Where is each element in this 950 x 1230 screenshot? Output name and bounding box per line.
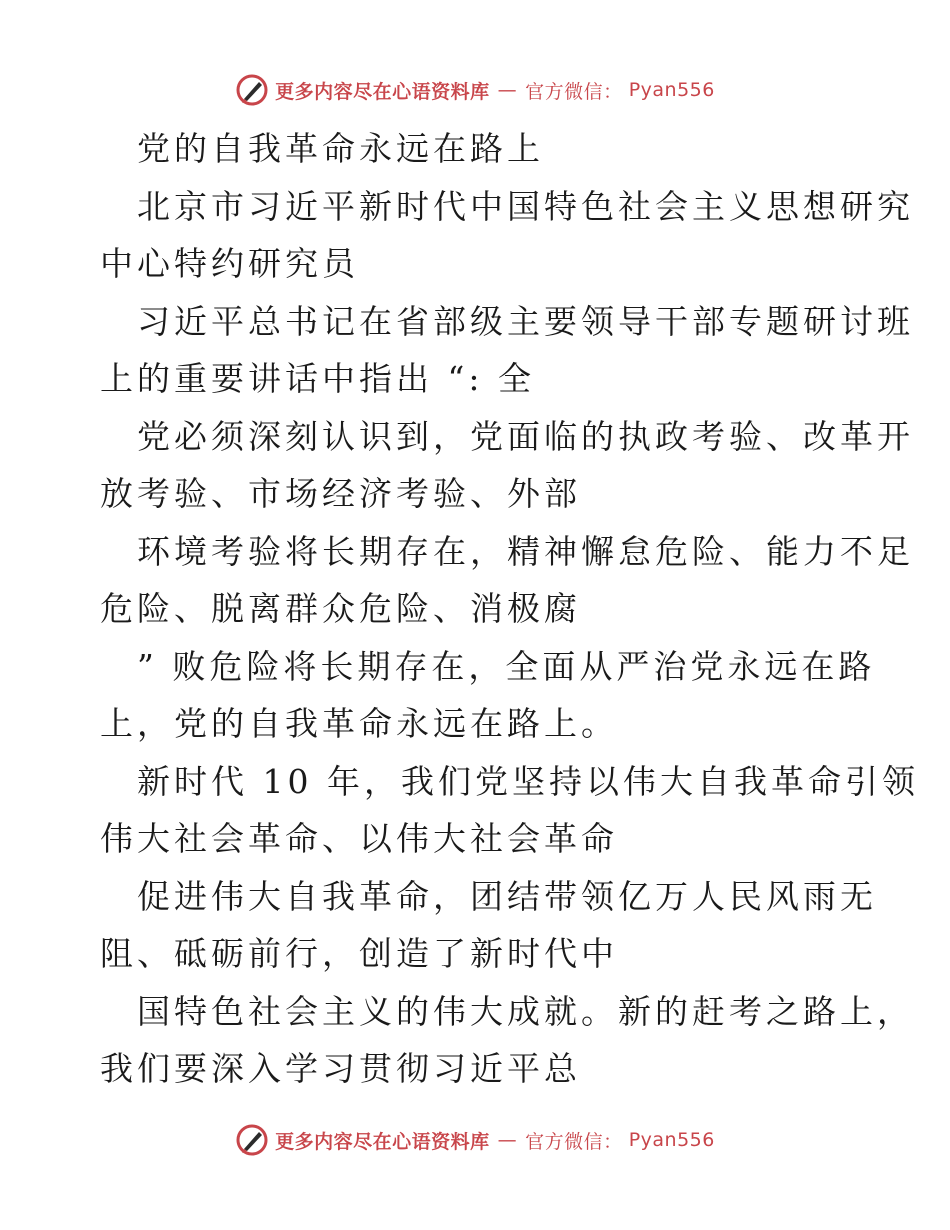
document-body [100, 120, 919, 1098]
text-line: 伟大社会革命、以伟大社会革命 [100, 819, 618, 858]
text-line: 新时代 10 年，我们党坚持以伟大自我革命引领 [137, 761, 919, 801]
watermark-wechat-label: 官方微信： [525, 1130, 623, 1153]
watermark-wechat-label: 官方微信： [525, 80, 623, 103]
watermark-wechat-id: Pyan556 [628, 1129, 715, 1151]
header-watermark [0, 70, 950, 110]
text-line: 危险、脱离群众危险、消极腐 [100, 589, 581, 628]
text-line: 促进伟大自我革命，团结带领亿万人民风雨无 [137, 876, 877, 916]
quill-logo-icon [235, 73, 269, 107]
watermark-main-text: 更多内容尽在心语资料库 [275, 80, 490, 103]
text-line: 中心特约研究员 [100, 244, 359, 283]
text-line: 北京市习近平新时代中国特色社会主义思想研究 [137, 186, 914, 226]
text-line: 环境考验将长期存在，精神懈怠危险、能力不足 [137, 531, 914, 571]
watermark-main-text: 更多内容尽在心语资料库 [275, 1130, 490, 1153]
text-line: 习近平总书记在省部级主要领导干部专题研讨班 [137, 301, 914, 341]
text-line: 国特色社会主义的伟大成就。新的赶考之路上， [137, 991, 914, 1031]
text-line: 上，党的自我革命永远在路上。 [100, 704, 618, 743]
text-line: 阻、砥砺前行，创造了新时代中 [100, 934, 618, 973]
watermark-separator: — [497, 79, 518, 101]
text-line: 党的自我革命永远在路上 [137, 129, 544, 168]
watermark-separator: — [497, 1129, 518, 1151]
text-line: 放考验、市场经济考验、外部 [100, 474, 581, 513]
text-line: 党必须深刻认识到，党面临的执政考验、改革开 [137, 416, 914, 456]
quill-logo-icon [235, 1123, 269, 1157]
text-line: 上的重要讲话中指出 “: 全 [100, 359, 535, 398]
footer-watermark [0, 1120, 950, 1160]
watermark-wechat-id: Pyan556 [628, 79, 715, 101]
text-line: ” 败危险将长期存在，全面从严治党永远在路 [137, 646, 876, 686]
text-line: 我们要深入学习贯彻习近平总 [100, 1049, 581, 1088]
